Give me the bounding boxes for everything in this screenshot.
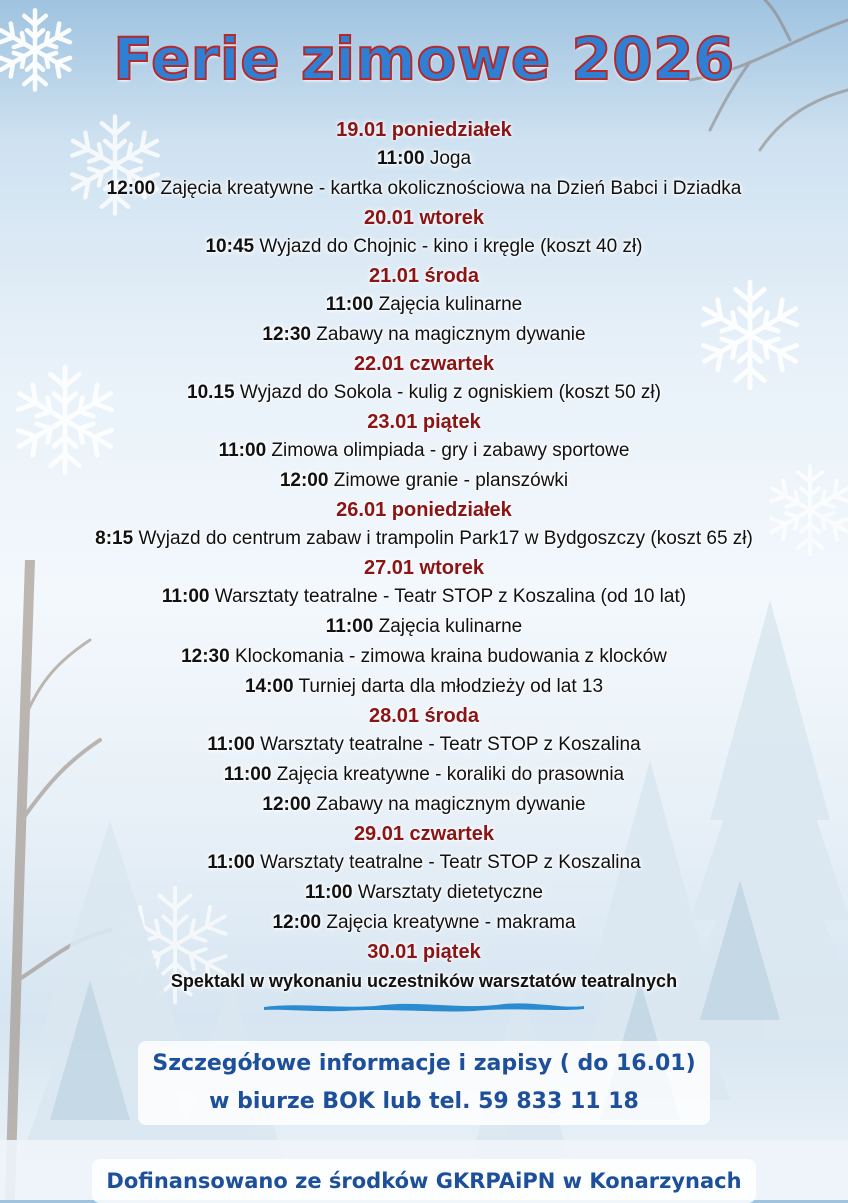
event-time: 11:00 <box>325 294 374 315</box>
schedule-day <box>0 554 848 702</box>
day-label: 26.01 poniedziałek <box>336 499 512 521</box>
day-label: 20.01 wtorek <box>363 207 485 229</box>
schedule-event <box>0 730 848 760</box>
event-description: Zajęcia kreatywne - makrama <box>326 912 576 933</box>
event-time: 12:30 <box>262 324 312 345</box>
event-description: Warsztaty teatralne - Teatr STOP z Koszalina (od 10 lat) <box>214 586 687 607</box>
brush-stroke-divider <box>264 1000 584 1012</box>
schedule-day <box>0 820 848 938</box>
schedule-day <box>0 702 848 820</box>
schedule-event <box>0 290 848 320</box>
schedule-event <box>0 174 848 204</box>
day-label: 22.01 czwartek <box>353 353 495 375</box>
day-label: 19.01 poniedziałek <box>336 119 512 141</box>
day-label: 23.01 piątek <box>367 411 481 433</box>
schedule-event <box>0 672 848 702</box>
event-time: 12:00 <box>279 470 329 491</box>
schedule-event <box>0 466 848 496</box>
event-description: Warsztaty teatralne - Teatr STOP z Koszalina <box>260 852 641 873</box>
event-description: Wyjazd do Sokola - kulig z ogniskiem (koszt 50 zł) <box>239 382 661 403</box>
event-time: 11:00 <box>207 734 255 755</box>
schedule-event <box>0 612 848 642</box>
event-time: 11:00 <box>207 852 255 873</box>
event-description: Zimowa olimpiada - gry i zabawy sportowe <box>271 440 630 461</box>
schedule-event <box>0 790 848 820</box>
event-description: Zajęcia kulinarne <box>378 294 523 315</box>
event-description: Zimowe granie - planszówki <box>333 470 569 491</box>
schedule-day <box>0 938 848 996</box>
schedule-event <box>0 582 848 612</box>
schedule-day <box>0 204 848 262</box>
schedule-event <box>0 642 848 672</box>
schedule-event <box>0 232 848 262</box>
day-label: 27.01 wtorek <box>363 557 485 579</box>
page-title: Ferie zimowe 2026 <box>113 25 735 93</box>
event-time: 11:00 <box>218 440 267 461</box>
event-description: Klockomania - zimowa kraina budowania z klocków <box>234 646 667 667</box>
day-label: 29.01 czwartek <box>353 823 495 845</box>
event-description: Spektakl w wykonaniu uczestników warsztatów teatralnych <box>170 971 678 991</box>
schedule-event <box>0 848 848 878</box>
event-description: Zajęcia kulinarne <box>378 616 523 637</box>
event-time: 12:00 <box>262 794 312 815</box>
event-time: 12:00 <box>272 912 322 933</box>
event-time: 11:00 <box>223 764 272 785</box>
day-label: 28.01 środa <box>368 705 480 727</box>
event-time: 12:00 <box>106 178 156 199</box>
schedule-event <box>0 144 848 174</box>
event-time: 11:00 <box>325 616 374 637</box>
schedule-event <box>0 760 848 790</box>
schedule-day <box>0 116 848 204</box>
schedule-day <box>0 350 848 408</box>
event-description: Zajęcia kreatywne - koraliki do prasownia <box>276 764 625 785</box>
schedule-event <box>0 436 848 466</box>
schedule-event <box>0 524 848 554</box>
event-time: 10.15 <box>187 382 235 403</box>
schedule-event <box>0 878 848 908</box>
event-description: Turniej darta dla młodzieży od lat 13 <box>298 676 604 697</box>
day-label: 30.01 piątek <box>367 941 481 963</box>
info-box <box>138 1041 709 1125</box>
schedule-day <box>0 496 848 554</box>
event-time: 11:00 <box>305 882 353 903</box>
event-time: 8:15 <box>95 528 134 549</box>
day-label: 21.01 środa <box>368 265 480 287</box>
event-time: 10:45 <box>205 236 255 257</box>
event-description: Zabawy na magicznym dywanie <box>316 794 586 815</box>
event-time: 11:00 <box>376 148 425 169</box>
schedule-event <box>0 320 848 350</box>
schedule-event <box>0 378 848 408</box>
schedule-day <box>0 262 848 350</box>
info-line-1: Szczegółowe informacje i zapisy ( do 16.01) <box>152 1051 696 1076</box>
schedule <box>0 116 848 996</box>
schedule-event <box>0 908 848 938</box>
event-description: Warsztaty teatralne - Teatr STOP z Koszalina <box>260 734 641 755</box>
event-time: 12:30 <box>181 646 230 667</box>
schedule-event <box>0 966 848 996</box>
event-time: 14:00 <box>244 676 294 697</box>
event-description: Joga <box>429 148 472 169</box>
info-line-2: w biurze BOK lub tel. 59 833 11 18 <box>209 1089 639 1114</box>
event-description: Zabawy na magicznym dywanie <box>316 324 586 345</box>
event-time: 11:00 <box>161 586 210 607</box>
event-description: Zajęcia kreatywne - kartka okolicznościowa na Dzień Babci i Dziadka <box>160 178 742 199</box>
footer-funding: Dofinansowano ze środków GKRPAiPN w Konarzynach <box>92 1159 755 1203</box>
schedule-day <box>0 408 848 496</box>
event-description: Warsztaty dietetyczne <box>357 882 543 903</box>
event-description: Wyjazd do Chojnic - kino i kręgle (koszt 40 zł) <box>259 236 643 257</box>
event-description: Wyjazd do centrum zabaw i trampolin Park17 w Bydgoszczy (koszt 65 zł) <box>138 528 753 549</box>
